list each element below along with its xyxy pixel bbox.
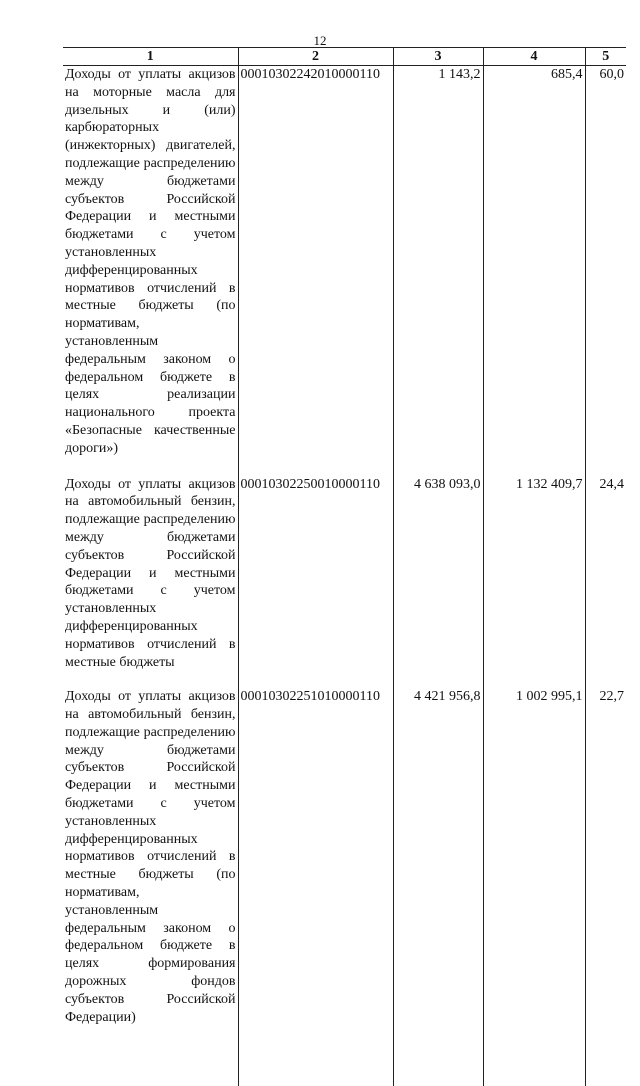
budget-revenue-table	[63, 47, 626, 1086]
table-row	[63, 476, 626, 689]
column-header-1: 1	[63, 48, 238, 66]
budget-classification-code: 00010302250010000110	[238, 476, 393, 689]
value-col3: 4 638 093,0	[393, 476, 483, 689]
page-number: 12	[313, 33, 327, 48]
budget-classification-code: 00010302251010000110	[238, 688, 393, 1086]
value-col4: 1 002 995,1	[483, 688, 585, 1086]
value-col4: 1 132 409,7	[483, 476, 585, 689]
value-col3: 4 421 956,8	[393, 688, 483, 1086]
column-header-5: 5	[585, 48, 626, 66]
value-col5: 22,7	[585, 688, 626, 1086]
column-header-2: 2	[238, 48, 393, 66]
column-header-3: 3	[393, 48, 483, 66]
table-header-row	[63, 48, 626, 66]
revenue-description: Доходы от уплаты акцизов на автомобильный бензин, подлежащие распределению между бюджетами субъектов Российской Федерации и местными бюджетами с учетом установленных дифференцированных нормативов отчислений в местные бюджеты	[65, 476, 236, 670]
table-row	[63, 66, 626, 476]
column-header-4: 4	[483, 48, 585, 66]
value-col3: 1 143,2	[393, 66, 483, 476]
value-col5: 24,4	[585, 476, 626, 689]
budget-classification-code: 00010302242010000110	[238, 66, 393, 476]
revenue-description: Доходы от уплаты акцизов на моторные масла для дизельных и (или) карбюраторных (инжекторных) двигателей, подлежащие распределению между бюджетами субъектов Российской Федерации и местными бюджетами с учетом установленных дифференцированных нормативов отчислений в местные бюджеты (по нормативам, установленным федеральным законом о федеральном бюджете в целях реализации национального проекта «Безопасные качественные дороги»)	[65, 67, 236, 456]
revenue-description: Доходы от уплаты акцизов на автомобильный бензин, подлежащие распределению между бюджетами субъектов Российской Федерации и местными бюджетами с учетом установленных дифференцированных нормативов отчислений в местные бюджеты (по нормативам, установленным федеральным законом о федеральном бюджете в целях формирования дорожных фондов субъектов Российской Федерации)	[65, 689, 236, 1025]
table-row	[63, 688, 626, 1086]
value-col4: 685,4	[483, 66, 585, 476]
value-col5: 60,0	[585, 66, 626, 476]
